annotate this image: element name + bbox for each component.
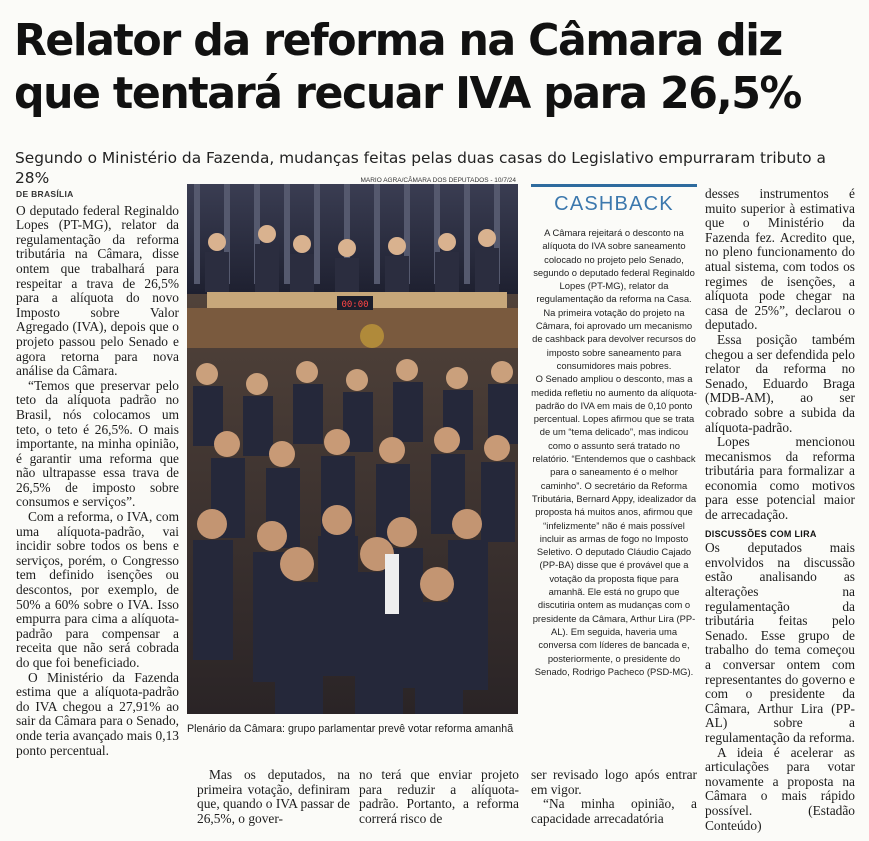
body-paragraph: Os deputados mais envolvidos na discussão estão analisando as alterações na regulamentação da tributária feitas pelo Senado. Esse grupo de trabalho do tema começou a conversar ontem com representantes do governo e com o presidente da Câmara, Arthur Lira (PP-AL) sobre a regulamentação da reforma.: [705, 540, 855, 745]
cashback-sidebar: [531, 184, 697, 752]
article-column-1: [16, 187, 179, 758]
body-paragraph: Com a reforma, o IVA, com uma alíquota-padrão, vai incidir sobre todos os bens e serviços, porém, o Congresso tem definido isenções ou descontos, por exemplo, de 50% a 60% sobre o IVA. Isso empurra para cima a alíquota-padrão para compensar a receita que não será cobrada do que foi beneficiado.: [16, 509, 179, 670]
article-column-2: [197, 768, 350, 826]
body-paragraph: O Ministério da Fazenda estima que a alíquota-padrão do IVA chegou a 27,91% ao sair da Câmara para o Senado, onde teria avançado mais 0,13 ponto percentual.: [16, 669, 179, 758]
article-column-4: [531, 768, 697, 826]
photo-caption: Plenário da Câmara: grupo parlamentar prevê votar reforma amanhã: [187, 723, 514, 735]
photo-credit: MARIO AGRA/CÂMARA DOS DEPUTADOS - 10/7/24: [360, 177, 516, 184]
sidebar-paragraph: A Câmara rejeitará o desconto na alíquota do IVA sobre saneamento colocado no projeto pelo Senado, segundo o deputado federal Reginaldo Lopes (PT-MG), relator da regulamentação da reforma na Casa. Na primeira votação do projeto na Câmara, foi aprovado um mecanismo de cashback para devolver recursos do imposto sobre saneamento para consumidores mais pobres.: [532, 227, 696, 371]
body-paragraph: Lopes mencionou mecanismos da reforma tributária para formalizar a economia como motivos para esse potencial maior de arrecadação.: [705, 434, 855, 523]
body-paragraph: A ideia é acelerar as articulações para votar novamente a proposta na Câmara o mais rápido possível. (Estadão Conteúdo): [705, 744, 855, 833]
body-paragraph: Essa posição também chegou a ser defendida pelo relator da reforma no Senado, Eduardo Braga (MDB-AM), ao ser cobrado sobre a subida da alíquota-padrão.: [705, 331, 855, 435]
body-paragraph: desses instrumentos é muito superior à estimativa que o Ministério da Fazenda fez. Acredito que, no pleno funcionamento do atual sistema, com todos os regimes de isenções, a alíquota pode chegar na casa de 25%”, declarou o deputado.: [705, 186, 855, 333]
body-paragraph: ser revisado logo após entrar em vigor.: [531, 767, 697, 797]
article-column-5: [705, 187, 855, 833]
body-paragraph: “Temos que preservar pelo teto da alíquota padrão no Brasil, nós colocamos um teto, o teto é 26,5%. O mais importante, na minha opinião, é garantir uma reforma que não ultrapasse essa trava de 26,5% de imposto sobre consumos e serviços”.: [16, 377, 179, 510]
body-paragraph: no terá que enviar projeto para reduzir a alíquota-padrão. Portanto, a reforma correrá risco de: [359, 767, 519, 826]
body-paragraph: “Na minha opinião, a capacidade arrecadatória: [531, 796, 697, 826]
subheadline: Segundo o Ministério da Fazenda, mudanças feitas pelas duas casas do Legislativo empurraram tributo a 28%: [15, 149, 826, 187]
panel-display: 00:00: [341, 300, 369, 310]
dateline: DE BRASÍLIA: [16, 189, 74, 199]
body-paragraph: Mas os deputados, na primeira votação, definiram que, quando o IVA passar de 26,5%, o gover-: [197, 767, 350, 826]
body-paragraph: O deputado federal Reginaldo Lopes (PT-MG), relator da regulamentação da reforma tributária na Câmara, disse ontem que trabalhará para respeitar a trava de 26,5% para a alíquota do novo Imposto sobre Valor Agregado (IVA), depois que o projeto passou pelo Senado e agora retorna para nova análise da Câmara.: [16, 202, 179, 379]
section-subtitle: DISCUSSÕES COM LIRA: [705, 528, 817, 539]
sidebar-title: CASHBACK: [554, 193, 674, 215]
sidebar-paragraph: O Senado ampliou o desconto, mas a medida refletiu no aumento da alíquota-padrão do IVA em mais de 0,10 ponto percentual. Lopes afirmou que se trata de um “tema delicado”, mas indicou como o assunto será tratado no relatório. “Entendemos que o cashback para o saneamento é o melhor caminho”. O secretário da Reforma Tributária, Bernard Appy, idealizador da proposta há muitos anos, afirmou que “infelizmente” não é mais possível incluir as armas de fogo no Imposto Seletivo. O deputado Cláudio Cajado (PP-BA) disse que é provável que a votação da proposta fique para amanhã. Ele está no grupo que discutiria ontem as mudanças com o presidente da Câmara, Arthur Lira (PP-AL). Em seguida, haveria uma conversa com líderes de bancada e, posteriormente, o presidente do Senado, Rodrigo Pacheco (PSD-MG).: [531, 373, 697, 677]
article-column-3: [359, 768, 519, 826]
plenary-photo: [187, 184, 518, 714]
headline: Relator da reforma na Câmara diz que tentará recuar IVA para 26,5%: [14, 15, 801, 119]
